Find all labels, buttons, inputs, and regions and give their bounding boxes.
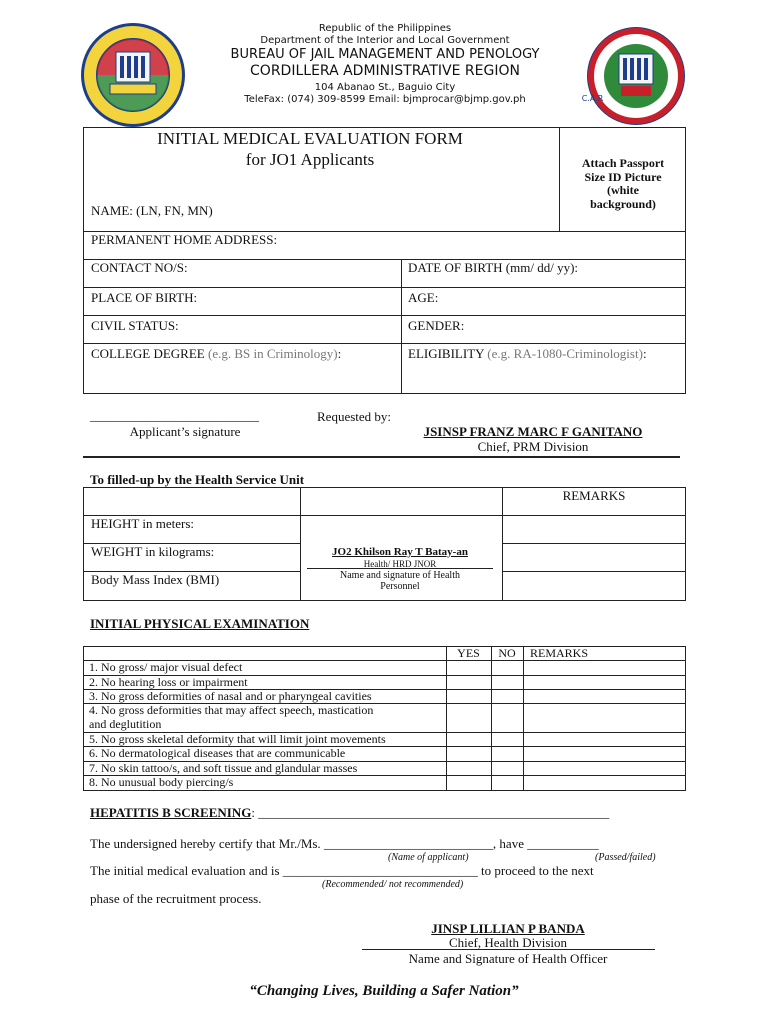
eligibility-field[interactable]: ELIGIBILITY (e.g. RA-1080-Criminologist): — [408, 346, 647, 361]
contact-field[interactable]: CONTACT NO/S: — [91, 260, 188, 275]
health-officer-name: JINSP LILLIAN P BANDA — [431, 921, 585, 936]
exam-col-yes: YES — [457, 646, 480, 660]
header-address: 104 Abanao St., Baguio City — [314, 82, 456, 93]
applicant-signature-line[interactable]: __________________________ — [90, 408, 259, 423]
header-region: CORDILLERA ADMINISTRATIVE REGION — [250, 63, 520, 79]
address-field[interactable]: PERMANENT HOME ADDRESS: — [91, 232, 278, 247]
health-personnel-role: Health/ HRD JNOR — [363, 559, 437, 569]
physical-exam-heading: INITIAL PHYSICAL EXAMINATION — [90, 616, 310, 631]
exam-item: and deglutition — [89, 717, 162, 731]
health-remarks-header: REMARKS — [562, 488, 626, 503]
header-department: Department of the Interior and Local Government — [260, 35, 510, 46]
photo-instruction-2: Size ID Picture — [584, 170, 662, 184]
applicant-signature-label: Applicant’s signature — [129, 424, 241, 439]
photo-instruction-3: (white — [607, 183, 639, 197]
certify-line-2[interactable]: The initial medical evaluation and is ______________________________ to proceed to the next — [90, 863, 594, 878]
health-officer-caption: Name and Signature of Health Officer — [408, 951, 608, 966]
exam-item: 7. No skin tattoo/s, and soft tissue and glandular masses — [89, 761, 358, 775]
certify-line-1[interactable]: The undersigned hereby certify that Mr./Ms. __________________________, have ___________ — [90, 836, 599, 851]
prm-chief-title: Chief, PRM Division — [477, 439, 589, 454]
exam-col-remarks: REMARKS — [530, 646, 589, 660]
section-divider — [83, 456, 680, 458]
photo-instruction-4: background) — [590, 197, 656, 211]
bmi-field[interactable]: Body Mass Index (BMI) — [91, 572, 220, 587]
footer-motto: “Changing Lives, Building a Safer Nation” — [249, 983, 519, 999]
certify-line-3: phase of the recruitment process. — [90, 891, 262, 906]
exam-item: 3. No gross deformities of nasal and or pharyngeal cavities — [89, 689, 372, 703]
exam-item: 6. No dermatological diseases that are communicable — [89, 746, 346, 760]
hepatitis-label: HEPATITIS B SCREENING — [90, 805, 252, 820]
height-field[interactable]: HEIGHT in meters: — [91, 516, 195, 531]
health-officer-title: Chief, Health Division — [448, 935, 568, 950]
exam-item: 2. No hearing loss or impairment — [89, 675, 248, 689]
hint-passed-failed: (Passed/failed) — [595, 852, 656, 863]
header-contact: TeleFax: (074) 309-8599 Email: bjmprocar@bjmp.gov.ph — [244, 94, 526, 105]
hepatitis-line[interactable]: : ______________________________________________________ — [251, 805, 610, 820]
health-personnel-caption-2: Personnel — [380, 581, 420, 592]
requested-by-label: Requested by: — [317, 409, 392, 424]
bjmp-seal-logo — [80, 22, 186, 128]
header-republic: Republic of the Philippines — [318, 23, 452, 34]
bjmp-car-seal-logo — [586, 26, 686, 126]
pob-field[interactable]: PLACE OF BIRTH: — [91, 290, 198, 305]
hint-recommended: (Recommended/ not recommended) — [322, 879, 464, 890]
form-subtitle: for JO1 Applicants — [245, 150, 375, 169]
name-field[interactable]: NAME: (LN, FN, MN) — [91, 203, 213, 218]
photo-instruction-1: Attach Passport — [581, 156, 665, 170]
health-personnel-caption-1: Name and signature of Health — [340, 570, 460, 581]
exam-item: 5. No gross skeletal deformity that will limit joint movements — [89, 732, 386, 746]
gender-field[interactable]: GENDER: — [408, 318, 465, 333]
header-bureau: BUREAU OF JAIL MANAGEMENT AND PENOLOGY — [230, 47, 540, 62]
exam-item: 4. No gross deformities that may affect speech, mastication — [89, 703, 374, 717]
prm-chief-name: JSINSP FRANZ MARC F GANITANO — [423, 424, 643, 439]
hint-name-of-applicant: (Name of applicant) — [388, 852, 469, 863]
right-logo-car-text: C.A.R — [581, 94, 604, 103]
weight-field[interactable]: WEIGHT in kilograms: — [91, 544, 215, 559]
exam-col-no: NO — [498, 646, 516, 660]
health-personnel-name: JO2 Khilson Ray T Batay-an — [332, 546, 468, 558]
age-field[interactable]: AGE: — [408, 290, 439, 305]
exam-item: 8. No unusual body piercing/s — [89, 775, 234, 789]
health-unit-heading: To filled-up by the Health Service Unit — [90, 472, 305, 487]
form-title: INITIAL MEDICAL EVALUATION FORM — [157, 129, 463, 148]
college-degree-field[interactable]: COLLEGE DEGREE (e.g. BS in Criminology): — [91, 346, 342, 361]
civil-status-field[interactable]: CIVIL STATUS: — [91, 318, 179, 333]
exam-item: 1. No gross/ major visual defect — [89, 660, 243, 674]
dob-field[interactable]: DATE OF BIRTH (mm/ dd/ yy): — [408, 260, 579, 275]
